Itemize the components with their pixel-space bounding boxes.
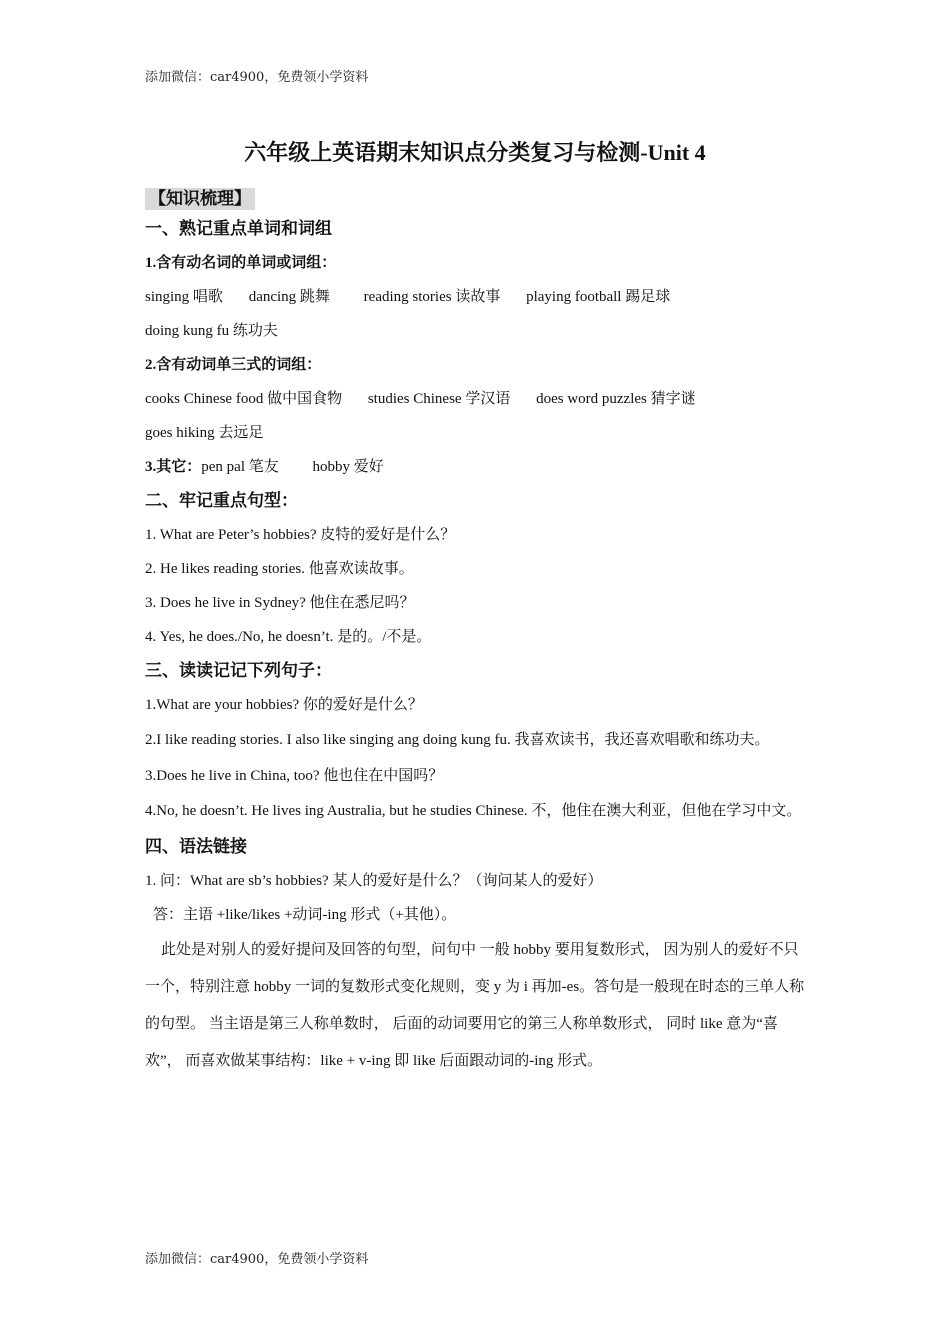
vocab-item: goes hiking 去远足 — [145, 425, 264, 441]
vocab-row — [145, 280, 810, 314]
section-2-heading: 二、牢记重点句型： — [145, 491, 298, 510]
grammar-explanation: 此处是对别人的爱好提问及回答的句型，问句中 一般 hobby 要用复数形式， 因为别人的爱好不只一个，特别注意 hobby 一词的复数形式变化规则，变 y 为 i 再加-es。答句是一般现在时态的三单人称的句型。 当主语是第三人称单数时， 后面的动词要用它的第三人称单数形式， 同时 like 意为“喜欢”， 而喜欢做某事结构：like + v-ing 即 like 后面跟动词的-ing 形式。 — [145, 942, 805, 1069]
vocab-item: does word puzzles 猜字谜 — [536, 391, 696, 407]
page-header: 添加微信：car4900，免费领小学资料 — [145, 70, 369, 85]
document-body — [145, 188, 810, 1080]
subsection-2-heading: 2.含有动词单三式的词组： — [145, 357, 322, 373]
vocab-row — [145, 382, 810, 416]
vocab-item: cooks Chinese food 做中国食物 — [145, 391, 343, 407]
vocab-item: pen pal 笔友 — [201, 459, 279, 475]
sentence-paragraph: 2.I like reading stories. I also like singing ang doing kung fu. 我喜欢读书，我还喜欢唱歌和练功夫。 — [145, 732, 770, 748]
grammar-question: 1. 问：What are sb’s hobbies? 某人的爱好是什么？（询问某人的爱好） — [145, 873, 603, 889]
sentence-line: 2. He likes reading stories. 他喜欢读故事。 — [145, 561, 414, 577]
page-title: 六年级上英语期末知识点分类复习与检测-Unit 4 — [244, 140, 706, 165]
section-1-heading: 一、熟记重点单词和词组 — [145, 219, 332, 238]
vocab-row — [145, 450, 810, 484]
subsection-1-heading: 1.含有动名词的单词或词组： — [145, 255, 337, 271]
vocab-item: studies Chinese 学汉语 — [367, 391, 511, 407]
vocab-row — [145, 416, 810, 450]
vocab-item: doing kung fu 练功夫 — [145, 323, 278, 339]
vocab-row — [145, 314, 810, 348]
section-3-heading: 三、读读记记下列句子： — [145, 661, 332, 680]
vocab-item: dancing 跳舞 — [248, 289, 330, 305]
sentence-line: 1. What are Peter’s hobbies? 皮特的爱好是什么？ — [145, 527, 456, 543]
sentence-paragraph: 4.No, he doesn’t. He lives ing Australia, but he studies Chinese. 不，他住在澳大利亚，但他在学习中文。 — [145, 803, 802, 819]
vocab-item: playing football 踢足球 — [526, 289, 671, 305]
page-footer: 添加微信：car4900，免费领小学资料 — [145, 1252, 369, 1267]
vocab-item: singing 唱歌 — [145, 289, 223, 305]
section-4-heading: 四、语法链接 — [145, 837, 247, 856]
section-tag: 【知识梳理】 — [145, 188, 255, 210]
sentence-line: 3. Does he live in Sydney? 他住在悉尼吗？ — [145, 595, 415, 611]
sentence-line: 1.What are your hobbies? 你的爱好是什么？ — [145, 697, 423, 713]
vocab-item: reading stories 读故事 — [363, 289, 501, 305]
vocab-item: hobby 爱好 — [312, 459, 384, 475]
sentence-line: 4. Yes, he does./No, he doesn’t. 是的。/不是。 — [145, 629, 432, 645]
sentence-line: 3.Does he live in China, too? 他也住在中国吗？ — [145, 768, 444, 784]
grammar-answer: 答：主语 +like/likes +动词-ing 形式（+其他）。 — [153, 907, 457, 923]
subsection-3-label: 3.其它： — [145, 459, 202, 475]
